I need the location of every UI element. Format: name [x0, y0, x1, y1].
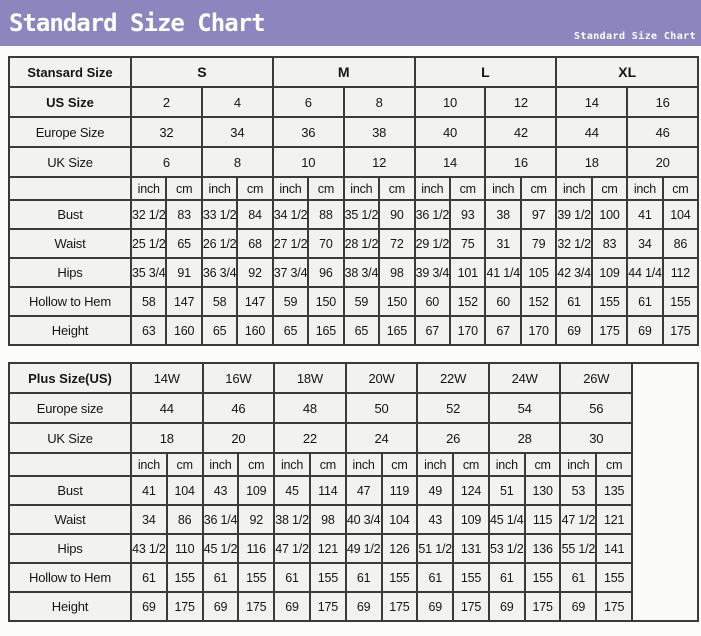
- unit-label-cell: cm: [592, 177, 627, 200]
- measurement-value-cell: 96: [308, 258, 343, 287]
- row-label: Europe size: [9, 393, 131, 423]
- measurement-value-cell: 61: [556, 287, 591, 316]
- unit-label-cell: cm: [310, 453, 346, 476]
- measurement-value-cell: 175: [592, 316, 627, 345]
- header-subtitle: Standard Size Chart: [574, 31, 696, 42]
- measurement-value-cell: 130: [525, 476, 561, 505]
- measurement-value-cell: 104: [382, 505, 418, 534]
- measurement-value-cell: 61: [627, 287, 662, 316]
- size-value-cell: 54: [489, 393, 561, 423]
- table-row: [9, 423, 698, 453]
- measurement-value-cell: 61: [346, 563, 382, 592]
- unit-label-cell: cm: [167, 453, 203, 476]
- measurement-value-cell: 65: [202, 316, 237, 345]
- size-value-cell: 32: [131, 117, 202, 147]
- unit-label-cell: cm: [166, 177, 201, 200]
- measurement-value-cell: 33 1/2: [202, 200, 237, 229]
- table-row: [9, 258, 698, 287]
- size-group-cell: 24W: [489, 363, 561, 393]
- measurement-value-cell: 69: [131, 592, 167, 621]
- measurement-value-cell: 170: [521, 316, 556, 345]
- measurement-value-cell: 175: [453, 592, 489, 621]
- standard-size-table: [8, 56, 699, 346]
- row-label: Hips: [9, 258, 131, 287]
- row-label: Height: [9, 592, 131, 621]
- size-group-cell: 22W: [417, 363, 489, 393]
- measurement-value-cell: 92: [237, 258, 272, 287]
- measurement-value-cell: 141: [596, 534, 632, 563]
- measurement-value-cell: 60: [485, 287, 520, 316]
- measurement-value-cell: 27 1/2: [273, 229, 308, 258]
- page-title: Standard Size Chart: [9, 9, 265, 37]
- measurement-value-cell: 155: [663, 287, 698, 316]
- size-value-cell: 8: [202, 147, 273, 177]
- measurement-value-cell: 155: [525, 563, 561, 592]
- table-row: [9, 453, 698, 476]
- unit-label-cell: cm: [382, 453, 418, 476]
- size-value-cell: 44: [556, 117, 627, 147]
- measurement-value-cell: 155: [382, 563, 418, 592]
- measurement-value-cell: 165: [379, 316, 414, 345]
- table-row: [9, 117, 698, 147]
- measurement-value-cell: 86: [167, 505, 203, 534]
- size-group-cell: M: [273, 57, 415, 87]
- unit-label-cell: inch: [344, 177, 379, 200]
- measurement-value-cell: 65: [166, 229, 201, 258]
- row-label: UK Size: [9, 147, 131, 177]
- measurement-value-cell: 101: [450, 258, 485, 287]
- size-value-cell: 42: [485, 117, 556, 147]
- measurement-value-cell: 155: [238, 563, 274, 592]
- unit-label-cell: inch: [346, 453, 382, 476]
- size-value-cell: 28: [489, 423, 561, 453]
- measurement-value-cell: 36 1/2: [415, 200, 450, 229]
- size-group-cell: 26W: [560, 363, 632, 393]
- size-value-cell: 18: [556, 147, 627, 177]
- measurement-value-cell: 83: [166, 200, 201, 229]
- measurement-value-cell: 59: [273, 287, 308, 316]
- unit-label-cell: inch: [415, 177, 450, 200]
- table-row: [9, 57, 698, 87]
- measurement-value-cell: 47 1/2: [274, 534, 310, 563]
- measurement-value-cell: 98: [379, 258, 414, 287]
- size-value-cell: 2: [131, 87, 202, 117]
- measurement-value-cell: 68: [237, 229, 272, 258]
- measurement-value-cell: 69: [627, 316, 662, 345]
- unit-label-cell: inch: [556, 177, 591, 200]
- measurement-value-cell: 69: [489, 592, 525, 621]
- measurement-value-cell: 53: [560, 476, 596, 505]
- size-value-cell: 46: [203, 393, 275, 423]
- measurement-value-cell: 40 3/4: [346, 505, 382, 534]
- measurement-value-cell: 175: [167, 592, 203, 621]
- table-row: [9, 147, 698, 177]
- unit-label-cell: inch: [627, 177, 662, 200]
- size-value-cell: 50: [346, 393, 418, 423]
- size-value-cell: 44: [131, 393, 203, 423]
- measurement-value-cell: 115: [525, 505, 561, 534]
- unit-label-cell: cm: [238, 453, 274, 476]
- unit-label-cell: inch: [417, 453, 453, 476]
- measurement-value-cell: 45 1/4: [489, 505, 525, 534]
- measurement-value-cell: 98: [310, 505, 346, 534]
- measurement-value-cell: 136: [525, 534, 561, 563]
- row-label: US Size: [9, 87, 131, 117]
- measurement-value-cell: 150: [379, 287, 414, 316]
- unit-label-cell: inch: [203, 453, 239, 476]
- size-value-cell: 16: [627, 87, 698, 117]
- measurement-value-cell: 155: [167, 563, 203, 592]
- measurement-value-cell: 49 1/2: [346, 534, 382, 563]
- measurement-value-cell: 119: [382, 476, 418, 505]
- measurement-value-cell: 86: [663, 229, 698, 258]
- measurement-value-cell: 31: [485, 229, 520, 258]
- size-value-cell: 12: [344, 147, 415, 177]
- measurement-value-cell: 92: [238, 505, 274, 534]
- size-value-cell: 24: [346, 423, 418, 453]
- measurement-value-cell: 175: [663, 316, 698, 345]
- measurement-value-cell: 58: [131, 287, 166, 316]
- measurement-value-cell: 114: [310, 476, 346, 505]
- measurement-value-cell: 104: [167, 476, 203, 505]
- unit-label-cell: cm: [450, 177, 485, 200]
- measurement-value-cell: 104: [663, 200, 698, 229]
- measurement-value-cell: 51 1/2: [417, 534, 453, 563]
- measurement-value-cell: 47 1/2: [560, 505, 596, 534]
- measurement-value-cell: 83: [592, 229, 627, 258]
- measurement-value-cell: 152: [521, 287, 556, 316]
- measurement-value-cell: 38 1/2: [274, 505, 310, 534]
- size-group-cell: 20W: [346, 363, 418, 393]
- measurement-value-cell: 41: [627, 200, 662, 229]
- measurement-value-cell: 147: [166, 287, 201, 316]
- measurement-value-cell: 155: [596, 563, 632, 592]
- size-value-cell: 18: [131, 423, 203, 453]
- measurement-value-cell: 61: [131, 563, 167, 592]
- measurement-value-cell: 63: [131, 316, 166, 345]
- unit-label-cell: inch: [489, 453, 525, 476]
- measurement-value-cell: 47: [346, 476, 382, 505]
- measurement-value-cell: 91: [166, 258, 201, 287]
- size-value-cell: 30: [560, 423, 632, 453]
- plus-size-table: [8, 362, 699, 622]
- measurement-value-cell: 26 1/2: [202, 229, 237, 258]
- measurement-value-cell: 69: [556, 316, 591, 345]
- measurement-value-cell: 58: [202, 287, 237, 316]
- size-value-cell: 34: [202, 117, 273, 147]
- measurement-value-cell: 175: [596, 592, 632, 621]
- measurement-value-cell: 165: [308, 316, 343, 345]
- measurement-value-cell: 37 3/4: [273, 258, 308, 287]
- table-row: [9, 476, 698, 505]
- measurement-value-cell: 109: [238, 476, 274, 505]
- size-value-cell: 4: [202, 87, 273, 117]
- size-value-cell: 6: [273, 87, 344, 117]
- measurement-value-cell: 43: [417, 505, 453, 534]
- measurement-value-cell: 53 1/2: [489, 534, 525, 563]
- measurement-value-cell: 121: [596, 505, 632, 534]
- measurement-value-cell: 109: [453, 505, 489, 534]
- size-value-cell: 48: [274, 393, 346, 423]
- unit-label-cell: cm: [379, 177, 414, 200]
- size-value-cell: 14: [415, 147, 486, 177]
- row-label: Hollow to Hem: [9, 563, 131, 592]
- measurement-value-cell: 160: [166, 316, 201, 345]
- measurement-value-cell: 124: [453, 476, 489, 505]
- row-label: Bust: [9, 476, 131, 505]
- size-group-cell: XL: [556, 57, 698, 87]
- measurement-value-cell: 51: [489, 476, 525, 505]
- measurement-value-cell: 42 3/4: [556, 258, 591, 287]
- table-row: [9, 363, 698, 393]
- measurement-value-cell: 90: [379, 200, 414, 229]
- unit-label-cell: cm: [453, 453, 489, 476]
- empty-cell: [632, 363, 698, 621]
- measurement-value-cell: 175: [310, 592, 346, 621]
- size-value-cell: 38: [344, 117, 415, 147]
- measurement-value-cell: 29 1/2: [415, 229, 450, 258]
- measurement-value-cell: 61: [203, 563, 239, 592]
- unit-label-cell: inch: [560, 453, 596, 476]
- measurement-value-cell: 116: [238, 534, 274, 563]
- size-system-label: Plus Size(US): [9, 363, 131, 393]
- size-value-cell: 14: [556, 87, 627, 117]
- measurement-value-cell: 45 1/2: [203, 534, 239, 563]
- row-label: UK Size: [9, 423, 131, 453]
- measurement-value-cell: 65: [344, 316, 379, 345]
- measurement-value-cell: 79: [521, 229, 556, 258]
- measurement-value-cell: 61: [417, 563, 453, 592]
- size-value-cell: 8: [344, 87, 415, 117]
- table-row: [9, 200, 698, 229]
- measurement-value-cell: 59: [344, 287, 379, 316]
- unit-label-cell: inch: [131, 453, 167, 476]
- size-value-cell: 26: [417, 423, 489, 453]
- size-group-cell: 18W: [274, 363, 346, 393]
- measurement-value-cell: 84: [237, 200, 272, 229]
- measurement-value-cell: 34: [131, 505, 167, 534]
- measurement-value-cell: 39 1/2: [556, 200, 591, 229]
- measurement-value-cell: 93: [450, 200, 485, 229]
- measurement-value-cell: 69: [346, 592, 382, 621]
- size-value-cell: 20: [203, 423, 275, 453]
- measurement-value-cell: 32 1/2: [131, 200, 166, 229]
- measurement-value-cell: 36 3/4: [202, 258, 237, 287]
- measurement-value-cell: 67: [485, 316, 520, 345]
- table-row: [9, 534, 698, 563]
- measurement-value-cell: 28 1/2: [344, 229, 379, 258]
- measurement-value-cell: 147: [237, 287, 272, 316]
- measurement-value-cell: 41: [131, 476, 167, 505]
- size-value-cell: 6: [131, 147, 202, 177]
- size-group-cell: S: [131, 57, 273, 87]
- table-row: [9, 505, 698, 534]
- measurement-value-cell: 34 1/2: [273, 200, 308, 229]
- table-row: [9, 316, 698, 345]
- measurement-value-cell: 121: [310, 534, 346, 563]
- size-group-cell: 16W: [203, 363, 275, 393]
- table-row: [9, 592, 698, 621]
- measurement-value-cell: 131: [453, 534, 489, 563]
- size-value-cell: 40: [415, 117, 486, 147]
- measurement-value-cell: 69: [274, 592, 310, 621]
- size-value-cell: 56: [560, 393, 632, 423]
- row-label: Bust: [9, 200, 131, 229]
- measurement-value-cell: 32 1/2: [556, 229, 591, 258]
- measurement-value-cell: 69: [560, 592, 596, 621]
- measurement-value-cell: 25 1/2: [131, 229, 166, 258]
- unit-label-cell: inch: [131, 177, 166, 200]
- measurement-value-cell: 109: [592, 258, 627, 287]
- size-value-cell: 36: [273, 117, 344, 147]
- measurement-value-cell: 35 3/4: [131, 258, 166, 287]
- measurement-value-cell: 61: [560, 563, 596, 592]
- row-label: Hips: [9, 534, 131, 563]
- measurement-value-cell: 160: [237, 316, 272, 345]
- measurement-value-cell: 105: [521, 258, 556, 287]
- size-value-cell: 10: [273, 147, 344, 177]
- table-row: [9, 287, 698, 316]
- measurement-value-cell: 100: [592, 200, 627, 229]
- measurement-value-cell: 135: [596, 476, 632, 505]
- header-bar: [0, 0, 701, 46]
- measurement-value-cell: 65: [273, 316, 308, 345]
- measurement-value-cell: 55 1/2: [560, 534, 596, 563]
- measurement-value-cell: 49: [417, 476, 453, 505]
- row-label: Europe Size: [9, 117, 131, 147]
- measurement-value-cell: 61: [489, 563, 525, 592]
- row-label: Waist: [9, 229, 131, 258]
- unit-label-cell: inch: [485, 177, 520, 200]
- measurement-value-cell: 44 1/4: [627, 258, 662, 287]
- measurement-value-cell: 43 1/2: [131, 534, 167, 563]
- measurement-value-cell: 41 1/4: [485, 258, 520, 287]
- unit-label-cell: inch: [274, 453, 310, 476]
- measurement-value-cell: 170: [450, 316, 485, 345]
- measurement-value-cell: 150: [308, 287, 343, 316]
- table-row: [9, 177, 698, 200]
- row-label: Waist: [9, 505, 131, 534]
- unit-label-cell: cm: [663, 177, 698, 200]
- unit-label-cell: inch: [273, 177, 308, 200]
- unit-label-cell: cm: [308, 177, 343, 200]
- size-value-cell: 46: [627, 117, 698, 147]
- table-row: [9, 87, 698, 117]
- measurement-value-cell: 35 1/2: [344, 200, 379, 229]
- unit-label-cell: inch: [202, 177, 237, 200]
- size-system-label: Stansard Size: [9, 57, 131, 87]
- measurement-value-cell: 38: [485, 200, 520, 229]
- measurement-value-cell: 152: [450, 287, 485, 316]
- measurement-value-cell: 175: [525, 592, 561, 621]
- size-value-cell: 10: [415, 87, 486, 117]
- measurement-value-cell: 110: [167, 534, 203, 563]
- size-value-cell: 16: [485, 147, 556, 177]
- measurement-value-cell: 61: [274, 563, 310, 592]
- measurement-value-cell: 69: [203, 592, 239, 621]
- measurement-value-cell: 69: [417, 592, 453, 621]
- measurement-value-cell: 60: [415, 287, 450, 316]
- measurement-value-cell: 70: [308, 229, 343, 258]
- measurement-value-cell: 75: [450, 229, 485, 258]
- unit-label-cell: cm: [237, 177, 272, 200]
- unit-label-cell: cm: [525, 453, 561, 476]
- size-value-cell: 12: [485, 87, 556, 117]
- size-value-cell: 20: [627, 147, 698, 177]
- size-value-cell: 52: [417, 393, 489, 423]
- measurement-value-cell: 155: [310, 563, 346, 592]
- measurement-value-cell: 36 1/4: [203, 505, 239, 534]
- measurement-value-cell: 45: [274, 476, 310, 505]
- measurement-value-cell: 155: [592, 287, 627, 316]
- measurement-value-cell: 175: [238, 592, 274, 621]
- size-group-cell: L: [415, 57, 557, 87]
- measurement-value-cell: 175: [382, 592, 418, 621]
- measurement-value-cell: 34: [627, 229, 662, 258]
- measurement-value-cell: 97: [521, 200, 556, 229]
- table-row: [9, 393, 698, 423]
- row-label: Hollow to Hem: [9, 287, 131, 316]
- measurement-value-cell: 39 3/4: [415, 258, 450, 287]
- size-value-cell: 22: [274, 423, 346, 453]
- measurement-value-cell: 67: [415, 316, 450, 345]
- table-row: [9, 563, 698, 592]
- measurement-value-cell: 88: [308, 200, 343, 229]
- unit-row-spacer: [9, 177, 131, 200]
- unit-row-spacer: [9, 453, 131, 476]
- unit-label-cell: cm: [521, 177, 556, 200]
- measurement-value-cell: 72: [379, 229, 414, 258]
- measurement-value-cell: 38 3/4: [344, 258, 379, 287]
- table-row: [9, 229, 698, 258]
- unit-label-cell: cm: [596, 453, 632, 476]
- measurement-value-cell: 112: [663, 258, 698, 287]
- measurement-value-cell: 43: [203, 476, 239, 505]
- measurement-value-cell: 126: [382, 534, 418, 563]
- row-label: Height: [9, 316, 131, 345]
- measurement-value-cell: 155: [453, 563, 489, 592]
- size-group-cell: 14W: [131, 363, 203, 393]
